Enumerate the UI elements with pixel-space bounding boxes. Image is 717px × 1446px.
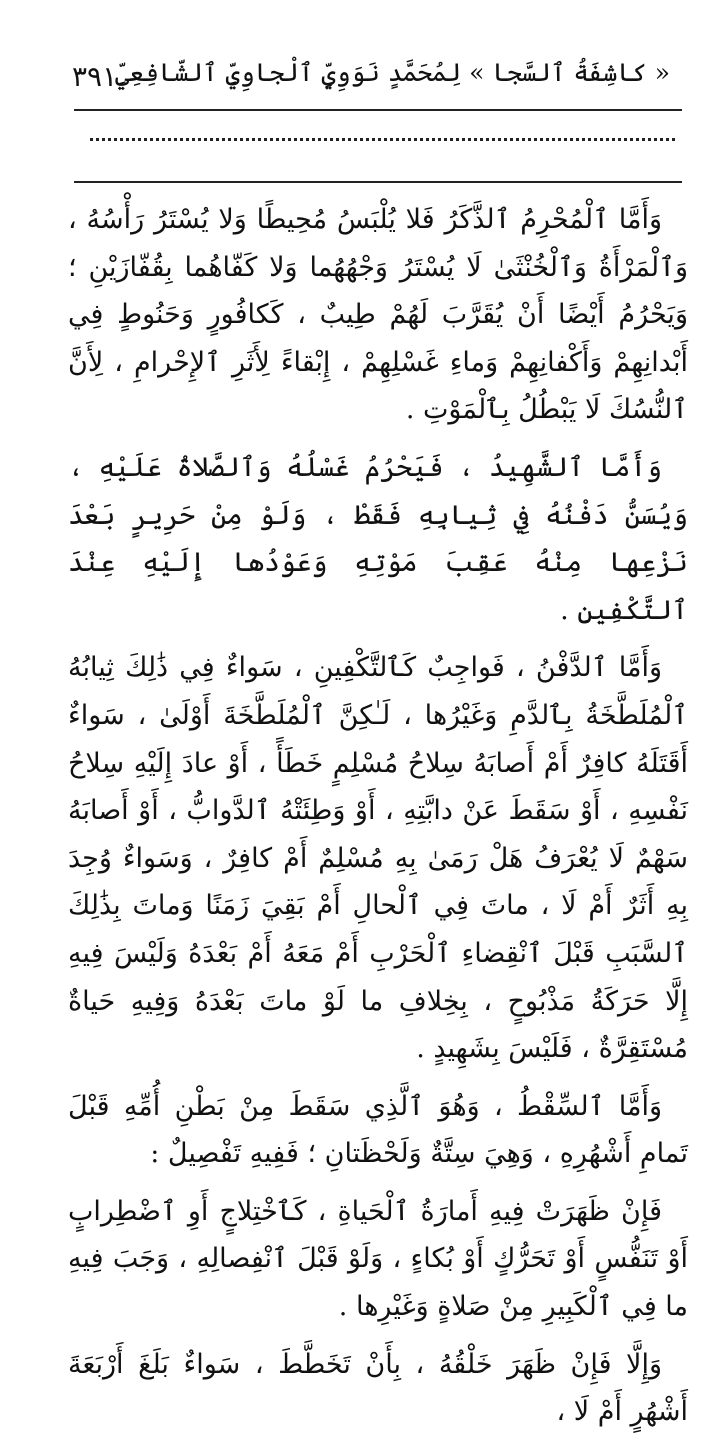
header-rule [74, 109, 682, 111]
body-text [68, 196, 688, 1446]
paragraph-muhrim: وَأَمَّا ٱلْمُحْرِمُ ٱلذَّكَرُ فَلا يُلْبَسُ مُحِيطًا وَلا يُسْتَرُ رَأْسُهُ ، وَٱلْمَرْأَةُ وَٱلْخُنْثَىٰ لَا يُسْتَرُ وَجْهُهُما وَلا كَفّاهُما بِقُفّازَيْنِ ؛ وَيَحْرُمُ أَيْضًا أَنْ يُقَرَّبَ لَهُمْ طِيبٌ ، كَكافُورٍ وَحَنُوطٍ فِي أَبْدانِهِمْ وَأَكْفانِهِمْ وَماءِ غَسْلِهِمْ ، إِبْقاءً لِأَثَرِ ٱلإِحْرامِ ، لِأَنَّ ٱلنُّسُكَ لَا يَبْطُلُ بِٱلْمَوْتِ . [68, 204, 688, 426]
page-number: ٣٩١ [72, 60, 118, 93]
paragraph-siqt: وَأَمَّا ٱلسِّقْطُ ، وَهُوَ ٱلَّذِي سَقَطَ مِنْ بَطْنِ أُمِّهِ قَبْلَ تَمامِ أَشْهُرِهِ ، وَهِيَ سِتَّةٌ وَلَحْظَتانِ ؛ فَفِيهِ تَفْصِيلٌ : [68, 1090, 688, 1170]
section-rule [74, 181, 682, 183]
paragraph-shahid: وَأَمَّا ٱلشَّهِيدُ ، فَيَحْرُمُ غَسْلُهُ وَٱلصَّلاةُ عَلَيْهِ ، وَيُسَنُّ دَفْنُهُ فِي ثِيابِهِ فَقَطْ ، وَلَوْ مِنْ حَرِيرٍ بَعْدَ نَزْعِها مِنْهُ عَقِبَ مَوْتِهِ وَعَوْدُها إِلَيْهِ عِنْدَ ٱلتَّكْفِينِ . [68, 451, 688, 626]
running-title: « كاشِفَةُ ٱلسَّجا » لِمُحَمَّدٍ نَوَوِيٍّ ٱلْجاوِيِّ ٱلشّافِعِيِّ [115, 58, 670, 87]
dotted-separator [90, 138, 675, 141]
paragraph-amarat-hayat: فَإِنْ ظَهَرَتْ فِيهِ أَمارَةُ ٱلْحَياةِ ، كَٱخْتِلاجٍ أَوِ ٱضْطِرابٍ أَوْ تَنَفُّسٍ أَوْ تَحَرُّكٍ أَوْ بُكاءٍ ، وَلَوْ قَبْلَ ٱنْفِصالِهِ ، وَجَبَ فِيهِ ما فِي ٱلْكَبِيرِ مِنْ صَلاةٍ وَغَيْرِها . [68, 1195, 688, 1323]
paragraph-khalq: وَإِلَّا فَإِنْ ظَهَرَ خَلْقُهُ ، بِأَنْ تَخَطَّطَ ، سَواءٌ بَلَغَ أَرْبَعَةَ أَشْهُرٍ أَمْ لَا ، [68, 1348, 688, 1428]
page-header [72, 50, 684, 114]
paragraph-dafn: وَأَمَّا ٱلدَّفْنُ ، فَواجِبٌ كَٱلتَّكْفِينِ ، سَواءٌ فِي ذَٰلِكَ ثِيابُهُ ٱلْمُلَطَّخَةُ بِٱلدَّمِ وَغَيْرُها ، لَـٰكِنَّ ٱلْمُلَطَّخَةَ أَوْلَىٰ ، سَواءٌ أَقَتَلَهُ كافِرٌ أَمْ أَصابَهُ سِلاحُ مُسْلِمٍ خَطَأً ، أَوْ عادَ إِلَيْهِ سِلاحُ نَفْسِهِ ، أَوْ سَقَطَ عَنْ دابَّتِهِ ، أَوْ وَطِئَتْهُ ٱلدَّوابُّ ، أَوْ أَصابَهُ سَهْمٌ لَا يُعْرَفُ هَلْ رَمَىٰ بِهِ مُسْلِمٌ أَمْ كافِرٌ ، وَسَواءٌ وُجِدَ بِهِ أَثَرٌ أَمْ لَا ، ماتَ فِي ٱلْحالِ أَمْ بَقِيَ زَمَنًا وَماتَ بِذَٰلِكَ ٱلسَّبَبِ قَبْلَ ٱنْقِضاءِ ٱلْحَرْبِ أَمْ مَعَهُ أَمْ بَعْدَهُ وَلَيْسَ فِيهِ إِلَّا حَرَكَةُ مَذْبُوحٍ ، بِخِلافِ ما لَوْ ماتَ بَعْدَهُ وَفِيهِ حَياةٌ مُسْتَقِرَّةٌ ، فَلَيْسَ بِشَهِيدٍ . [68, 652, 688, 1065]
